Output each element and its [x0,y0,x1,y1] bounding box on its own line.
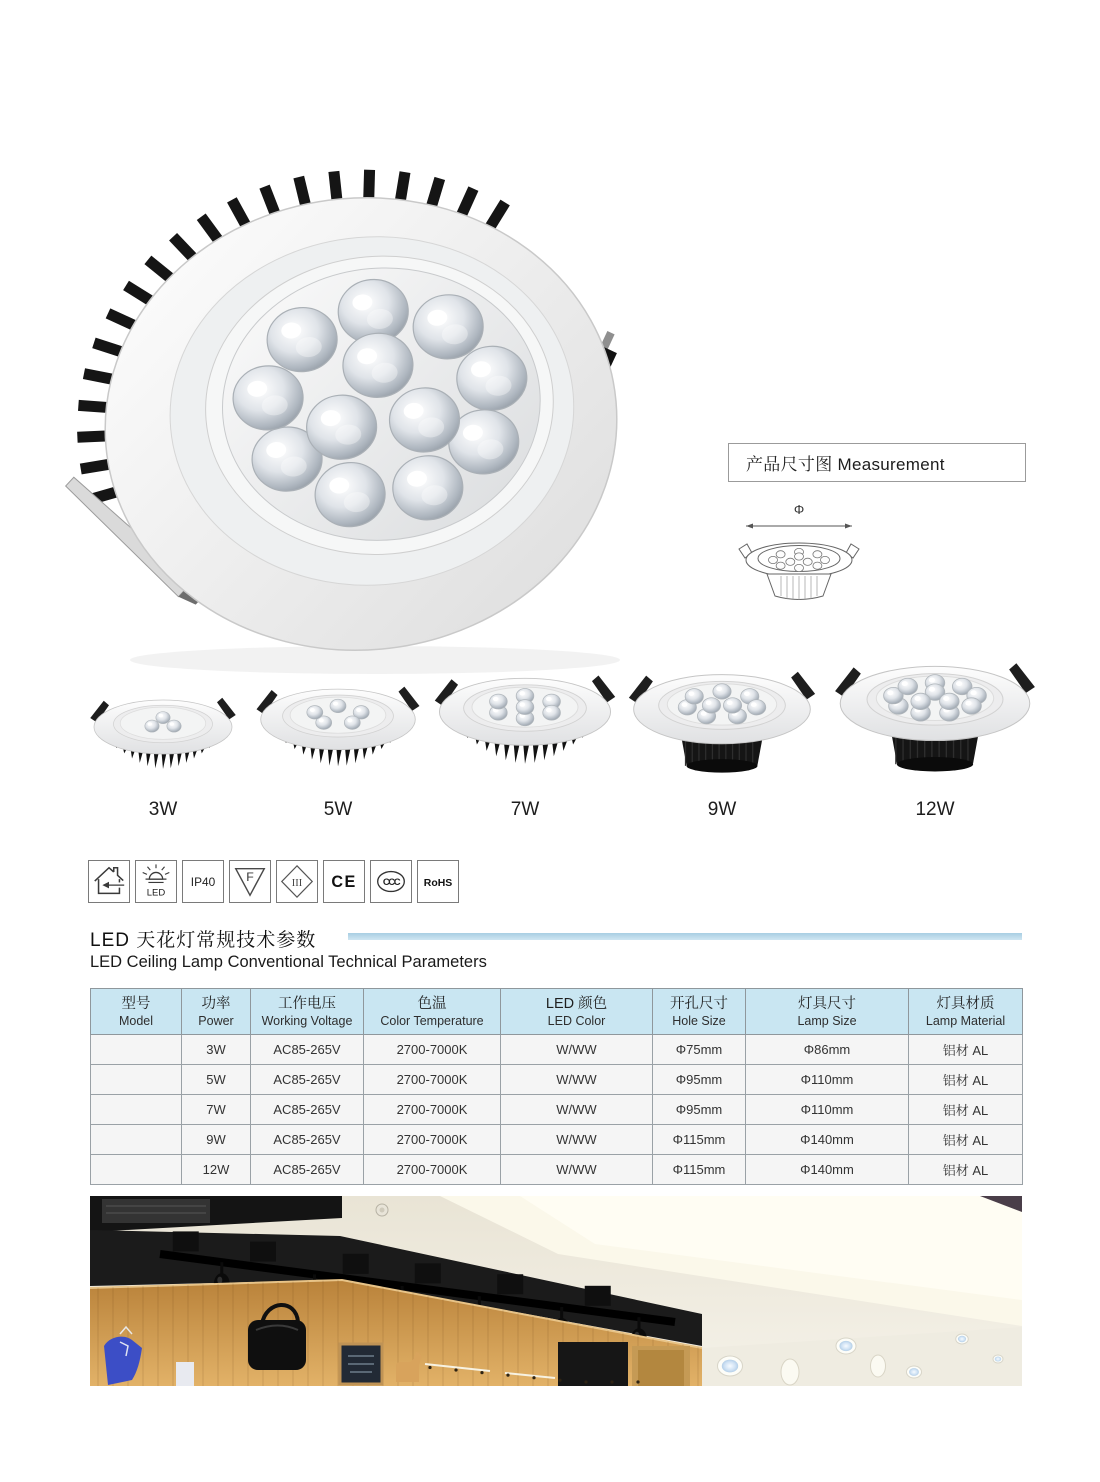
svg-text:F: F [246,870,254,885]
column-header [364,989,501,1035]
product-wattage-label: 12W [915,799,955,820]
spec-cell: 3W [182,1035,251,1065]
spec-table-body [91,1035,1023,1185]
section-accent-bar [348,933,1022,940]
product-thumb-3w [88,691,238,795]
spec-cell: AC85-265V [251,1065,364,1095]
column-header-zh: LED 颜色 [545,995,608,1012]
spec-cell: 12W [182,1155,251,1185]
spec-cell: Φ95mm [653,1065,746,1095]
svg-text:LED: LED [146,887,166,899]
ip40-mark-badge [182,860,224,903]
column-header-zh: 工作电压 [278,995,336,1012]
table-row [91,1125,1023,1155]
product-wattage-label: 3W [148,799,178,820]
column-header [91,989,182,1035]
product-thumb-5w [254,679,422,795]
spec-cell: W/WW [501,1035,653,1065]
product-wattage-label: 7W [510,799,540,820]
measurement-title: 产品尺寸图 Measurement [746,455,945,474]
spec-cell: W/WW [501,1095,653,1125]
spec-cell: Φ140mm [746,1125,909,1155]
lamp-thumb-art [88,691,238,790]
spec-cell: Φ110mm [746,1065,909,1095]
indoor-use-icon-badge [88,860,130,903]
spec-cell: 铝材 AL [909,1065,1023,1095]
column-header-zh: 开孔尺寸 [670,995,728,1012]
svg-text:RoHS: RoHS [423,877,453,889]
spec-cell: 铝材 AL [909,1095,1023,1125]
class-iii-mark-badge [276,860,318,903]
svg-text:IP40: IP40 [190,874,216,889]
column-header [251,989,364,1035]
lamp-thumb-art [832,654,1038,790]
rohs-mark-badge [417,860,459,903]
spec-cell: 9W [182,1125,251,1155]
spec-cell [91,1095,182,1125]
section-title-en: LED Ceiling Lamp Conventional Technical Parameters [90,953,487,971]
spec-cell: 2700-7000K [364,1125,501,1155]
lamp-thumb-art [254,679,422,790]
header-row [91,989,1023,1035]
product-wattage-label: 5W [323,799,353,820]
spec-cell: 铝材 AL [909,1155,1023,1185]
class-iii-mark [278,862,316,901]
spec-cell: 5W [182,1065,251,1095]
led-icon-badge [135,860,177,903]
lamp-thumb-art [626,663,818,790]
column-header [653,989,746,1035]
spec-cell [91,1125,182,1155]
table-row [91,1035,1023,1065]
spec-cell: AC85-265V [251,1095,364,1125]
f-insulation-mark [231,862,269,901]
spec-cell: AC85-265V [251,1125,364,1155]
column-header [182,989,251,1035]
ip40-mark [184,862,222,901]
spec-cell: 7W [182,1095,251,1125]
product-thumb-12w [832,654,1038,795]
column-header-en: Power [198,1013,234,1028]
column-header-en: Model [118,1013,154,1028]
ce-mark-badge [323,860,365,903]
svg-text:CCC: CCC [382,876,400,888]
table-row [91,1065,1023,1095]
diameter-symbol: Φ [793,502,805,517]
product-thumb-9w [626,663,818,795]
column-header-zh: 色温 [417,995,447,1012]
spec-cell [91,1065,182,1095]
rohs-mark [419,862,457,901]
column-header-zh: 型号 [121,995,151,1012]
product-thumb-7w [432,667,618,795]
svg-text:III: III [291,877,303,889]
column-header-en: Lamp Material [925,1013,1006,1028]
spec-cell: W/WW [501,1065,653,1095]
spec-cell: 铝材 AL [909,1035,1023,1065]
application-photo [90,1196,1022,1386]
spec-cell: 2700-7000K [364,1035,501,1065]
column-header-en: Color Temperature [380,1013,484,1028]
spec-cell: W/WW [501,1125,653,1155]
spec-cell: 铝材 AL [909,1125,1023,1155]
spec-table [90,988,1023,1185]
lamp-thumb-art [432,667,618,790]
column-header-zh: 灯具尺寸 [798,995,856,1012]
spec-cell: Φ110mm [746,1095,909,1125]
column-header-en: Working Voltage [261,1013,353,1028]
spec-cell: 2700-7000K [364,1095,501,1125]
section-title-zh: LED 天花灯常规技术参数 [90,930,317,951]
svg-text:CE: CE [331,873,357,892]
spec-cell: Φ115mm [653,1155,746,1185]
indoor-use-icon [90,862,128,901]
spec-cell [91,1035,182,1065]
spec-cell: 2700-7000K [364,1155,501,1185]
column-header [909,989,1023,1035]
spec-table-head [91,989,1023,1035]
ccc-mark [372,862,410,901]
table-row [91,1155,1023,1185]
ccc-mark-badge [370,860,412,903]
column-header-zh: 功率 [201,995,231,1012]
spec-cell: AC85-265V [251,1035,364,1065]
spec-cell: Φ75mm [653,1035,746,1065]
spec-cell: AC85-265V [251,1155,364,1185]
spec-cell: Φ115mm [653,1125,746,1155]
spec-cell: W/WW [501,1155,653,1185]
ce-mark [325,862,363,901]
spec-cell: Φ95mm [653,1095,746,1125]
product-wattage-label: 9W [707,799,737,820]
spec-cell: 2700-7000K [364,1065,501,1095]
column-header-en: Lamp Size [797,1013,857,1028]
table-row [91,1095,1023,1125]
led-icon [137,862,175,901]
column-header-zh: 灯具材质 [936,995,995,1012]
column-header [501,989,653,1035]
column-header [746,989,909,1035]
spec-cell [91,1155,182,1185]
column-header-en: LED Color [547,1013,606,1028]
certification-row [88,860,459,903]
spec-cell: Φ86mm [746,1035,909,1065]
spec-cell: Φ140mm [746,1155,909,1185]
f-insulation-mark-badge [229,860,271,903]
column-header-en: Hole Size [672,1013,726,1028]
